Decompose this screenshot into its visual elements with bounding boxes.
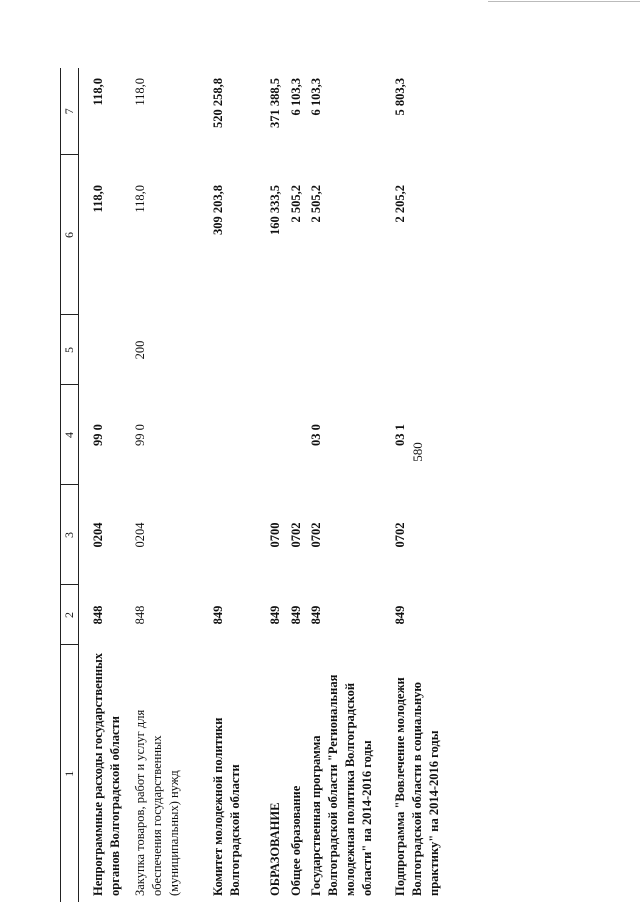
rotated-table-container [60,68,455,902]
row-amount-1: 2 205,2 [393,185,408,223]
row-expense-type [267,315,288,385]
column-header-2: 2 [61,585,79,645]
row-ministry-code: 849 [309,605,324,625]
row-name: ОБРАЗОВАНИЕ [267,802,282,896]
row-ministry-code: 849 [210,605,225,625]
row-target-code [288,385,309,485]
column-header-1: 1 [61,645,79,902]
table-row [90,68,132,902]
row-expense-type [308,315,392,385]
column-header-5: 5 [61,315,79,385]
column-header-6: 6 [61,155,79,315]
table-row [288,68,309,902]
row-section-code [210,485,252,585]
table-row [308,68,392,902]
row-name: Государственная программа Волгоградской области "Региональная молодежная политика Волгоградской области" на 2014-2016 годы [309,674,375,896]
budget-table [60,68,455,902]
row-ministry-code: 849 [288,605,303,625]
row-target-code: 03 1 [393,424,408,446]
page-number: 580 [410,442,425,462]
row-amount-1: 309 203,8 [210,185,225,235]
row-name: Закупка товаров, работ и услуг для обеспечения государственных (муниципальных) нужд [132,709,181,896]
row-section-code: 0702 [309,522,324,548]
row-amount-1: 160 333,5 [267,185,282,235]
row-amount-2: 5 803,3 [393,78,408,116]
row-ministry-code: 848 [91,605,105,625]
row-section-code: 0702 [288,522,303,548]
row-ministry-code: 849 [267,605,282,625]
row-section-code: 0204 [91,522,105,548]
column-header-3: 3 [61,485,79,585]
row-name: Комитет молодежной политики Волгоградской области [210,717,242,896]
row-amount-2: 118,0 [132,78,147,106]
row-target-code: 99 0 [91,424,105,446]
row-amount-1: 2 505,2 [288,185,303,223]
row-target-code [267,385,288,485]
table-row [132,68,195,902]
row-amount-1: 118,0 [91,185,105,213]
row-expense-type [288,315,309,385]
row-amount-1: 118,0 [132,185,147,213]
row-section-code: 0204 [132,522,147,548]
row-amount-2: 520 258,8 [210,78,225,128]
row-expense-type [210,315,252,385]
row-section-code: 0702 [393,522,408,548]
row-expense-type [392,315,455,385]
table-row [210,68,252,902]
table-row [267,68,288,902]
row-amount-2: 6 103,3 [288,78,303,116]
column-header-7: 7 [61,68,79,155]
row-name: Подпрограмма "Вовлечение молодежи Волгоградской области в социальную практику" на 2014-2016 годы [393,677,442,896]
row-name: Общее образование [288,785,303,896]
row-target-code [210,385,252,485]
row-expense-type: 200 [132,340,147,360]
row-target-code: 99 0 [132,424,147,446]
row-expense-type [90,315,132,385]
column-number-header [61,68,79,902]
row-amount-2: 6 103,3 [309,78,324,116]
row-name: Непрограммные расходы государственных органов Волгоградской области [91,652,122,896]
row-section-code: 0700 [267,522,282,548]
row-amount-2: 118,0 [91,78,105,106]
row-target-code: 03 0 [309,424,324,446]
row-amount-1: 2 505,2 [309,185,324,223]
top-edge-line [488,1,640,2]
column-header-4: 4 [61,385,79,485]
row-ministry-code: 848 [132,605,147,625]
table-row [392,68,455,902]
row-ministry-code: 849 [393,605,408,625]
row-amount-2: 371 388,5 [267,78,282,128]
